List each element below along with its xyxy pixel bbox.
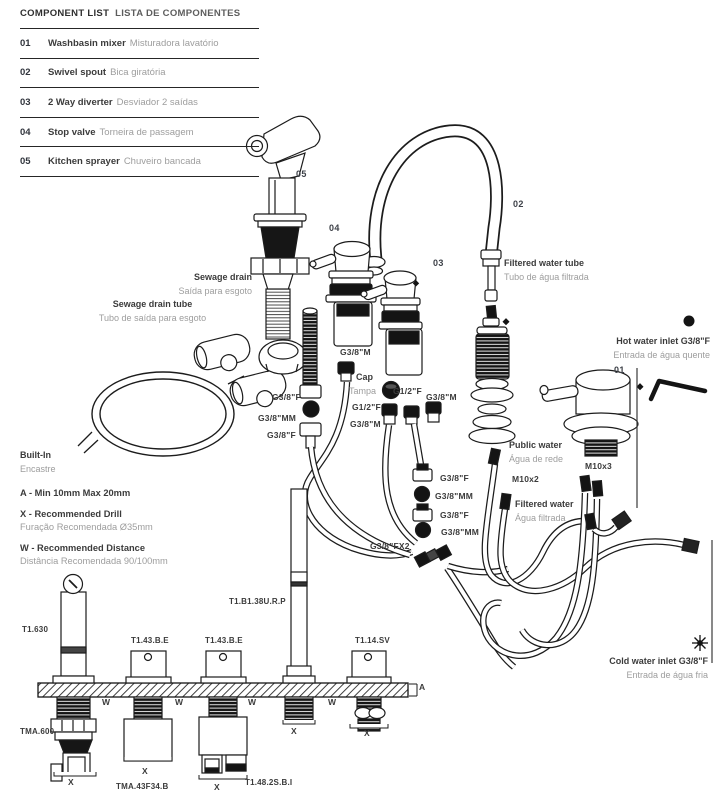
filtered-water-pt: Água filtrada	[515, 512, 566, 523]
reference-lines	[637, 368, 712, 663]
title-en: COMPONENT LIST	[20, 8, 110, 19]
fitting-label: M10x3	[585, 461, 612, 471]
unit-t1630	[51, 575, 96, 782]
product-code: TMA.600	[20, 727, 55, 736]
hot-water-en: Hot water inlet G3/8"F	[616, 336, 710, 346]
component-name-pt: Bica giratória	[110, 67, 166, 79]
page-title	[20, 8, 259, 19]
sewage-drain-pt: Saída para esgoto	[178, 285, 252, 296]
washbasin-mixer	[540, 370, 705, 456]
inline-filter	[469, 306, 515, 444]
filtered-water-tube	[481, 250, 501, 301]
fitting-label: G3/8"M	[340, 347, 371, 357]
fitting-label: G3/8"F	[440, 473, 469, 483]
unit-t143be-1	[124, 651, 172, 761]
countertop-section	[38, 683, 417, 697]
built-in-en: Built-In	[20, 450, 51, 460]
fitting-label: G3/8"F	[272, 392, 301, 402]
note-a: A - Min 10mm Max 20mm	[20, 488, 131, 498]
hot-dot-icon	[684, 316, 695, 327]
note-w-pt: Distância Recomendada 90/100mm	[20, 556, 168, 566]
component-row	[20, 146, 259, 177]
fitting-label: G1/2"F	[352, 402, 381, 412]
dim-w: W	[102, 697, 111, 707]
component-row	[20, 28, 259, 58]
product-code: T1.630	[22, 625, 49, 634]
cold-water-inlet-label	[609, 655, 708, 682]
hot-water-pt: Entrada de água quente	[613, 349, 710, 360]
hot-water-inlet-label	[613, 335, 710, 362]
dim-w: W	[328, 697, 337, 707]
cap-label-en: Cap	[356, 372, 374, 382]
fitting-label: G3/8"MM	[435, 491, 474, 501]
built-in-pt: Encastre	[20, 463, 56, 474]
dim-x: X	[142, 766, 148, 776]
part-tag-01: 01	[614, 365, 625, 375]
component-name-en: 2 Way diverter	[48, 96, 113, 108]
note-w-en: W - Recommended Distance	[20, 542, 146, 553]
filtered-water-tube-en: Filtered water tube	[504, 258, 585, 268]
component-name-pt: Desviador 2 saídas	[116, 96, 198, 108]
fitting-label: G3/8"F	[267, 430, 296, 440]
part-tag-03: 03	[433, 258, 444, 268]
component-row	[20, 58, 259, 88]
fitting-label: G1/2"F	[393, 386, 422, 396]
component-name-en: Kitchen sprayer	[48, 156, 120, 168]
component-row	[20, 117, 259, 147]
product-code: T1.43.B.E	[205, 636, 243, 645]
title-pt: LISTA DE COMPONENTES	[115, 8, 241, 19]
cold-water-en: Cold water inlet G3/8"F	[609, 656, 708, 666]
cold-water-pt: Entrada de água fria	[626, 669, 708, 680]
public-water-en: Public water	[509, 440, 563, 450]
sewage-drain-tube-pt: Tubo de saída para esgoto	[98, 312, 207, 323]
component-list	[20, 8, 259, 177]
filtered-water-label	[515, 498, 574, 525]
fitting-label: G3/8"MM	[441, 527, 480, 537]
dim-x: X	[291, 726, 297, 736]
note-x-en: X - Recommended Drill	[20, 508, 122, 519]
dim-w: W	[175, 697, 184, 707]
sewage-drain-en: Sewage drain	[193, 272, 252, 282]
filtered-water-tube-pt: Tubo de água filtrada	[504, 271, 589, 282]
product-code: T1.14.SV	[355, 636, 390, 645]
component-name-en: Swivel spout	[48, 67, 107, 79]
dim-a: A	[419, 682, 426, 692]
component-num: 03	[20, 96, 31, 108]
filtered-water-tube-label	[504, 257, 589, 284]
sewage-drain-label	[178, 271, 252, 298]
product-code: T1.B1.38U.R.P	[229, 597, 286, 606]
component-num: 01	[20, 37, 31, 49]
dim-w: W	[248, 697, 257, 707]
fitting-label: G3/8"M	[350, 419, 381, 429]
hose-fitting-stack-left	[300, 385, 321, 448]
component-name-pt: Misturadora lavatório	[129, 37, 219, 49]
part-tag-04: 04	[329, 223, 340, 233]
sewage-drain-tube-en: Sewage drain tube	[112, 299, 193, 309]
snowflake-icon	[692, 635, 708, 651]
component-name-pt: Torneira de passagem	[99, 126, 194, 138]
component-name-en: Stop valve	[48, 126, 96, 138]
dim-x: X	[68, 777, 74, 787]
sewage-drain-tube-coil	[78, 372, 248, 456]
sewage-drain-tube-label	[40, 298, 265, 325]
swivel-spout	[363, 131, 497, 275]
product-code: T1.48.2S.B.I	[245, 778, 293, 787]
filtered-water-en: Filtered water	[515, 499, 574, 509]
note-x-pt: Furação Recomendada Ø35mm	[20, 522, 153, 532]
dim-x: X	[364, 728, 370, 738]
part-tag-02: 02	[513, 199, 524, 209]
public-water-label	[509, 439, 563, 466]
fitting-label: G3/8"F	[440, 510, 469, 520]
product-code: T1.43.B.E	[131, 636, 169, 645]
component-num: 05	[20, 156, 31, 168]
public-water-pt: Água de rede	[509, 453, 564, 464]
component-name-en: Washbasin mixer	[48, 37, 126, 49]
component-name-pt: Chuveiro bancada	[123, 156, 201, 168]
fitting-label: G3/8"MM	[258, 413, 297, 423]
fitting-label: G3/8"M	[426, 392, 457, 402]
fitting-label: M10x2	[512, 474, 539, 484]
component-num: 02	[20, 67, 31, 79]
dim-x: X	[214, 782, 220, 792]
unit-t143be-2	[199, 651, 247, 779]
component-row	[20, 87, 259, 117]
cap-label-pt: Tampa	[349, 386, 377, 396]
installation-notes	[20, 449, 168, 569]
component-num: 04	[20, 126, 31, 138]
part-tag-05: 05	[296, 169, 307, 179]
fitting-label: G3/8"FX2	[370, 541, 410, 551]
product-code: TMA.43F34.B	[116, 782, 169, 791]
